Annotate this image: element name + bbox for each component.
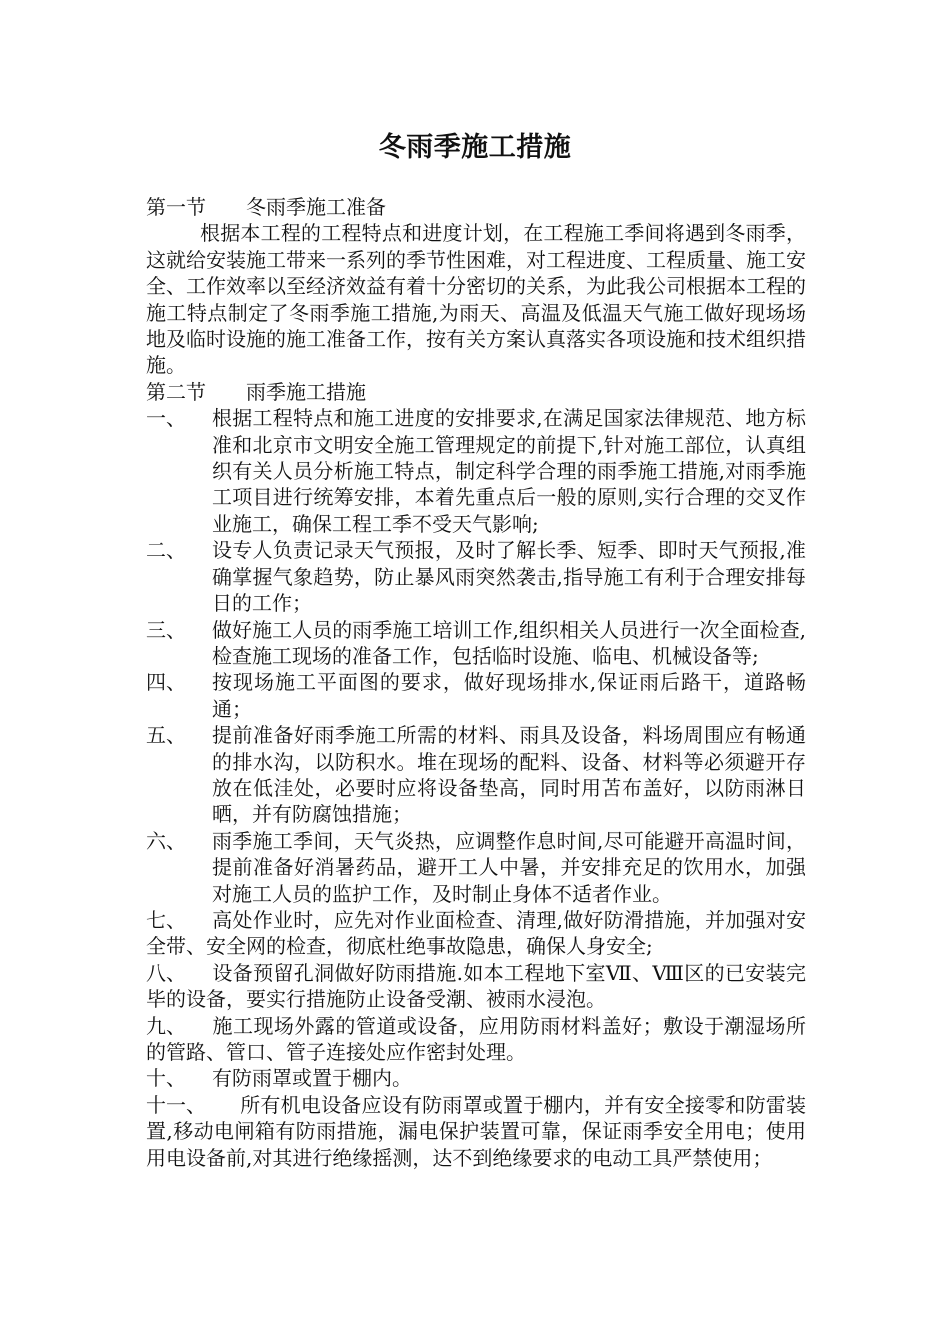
list-item-number: 一、 [146,406,186,431]
list-item-text: 雨季施工季间，天气炎热，应调整作息时间,尽可能避开高温时间，提前准备好消暑药品，避开工人中暑，并安排充足的饮用水，加强对施工人员的监护工作，及时制止身体不适者作业。 [212,828,806,906]
list-item-number: 四、 [146,670,186,695]
list-item-number: 八、 [146,960,186,985]
section-2-title: 雨季施工措施 [246,379,366,404]
list-item-number: 三、 [146,617,186,642]
list-item-text: 施工现场外露的管道或设备，应用防雨材料盖好；敷设于潮湿场所的管路、管口、管子连接处应作密封处理。 [146,1013,806,1064]
section-1-heading [146,194,806,220]
section-1-number: 第一节 [146,195,206,219]
list-item-number: 九、 [146,1013,186,1038]
list-item-text: 高处作业时，应先对作业面检查、清理,做好防滑措施，并加强对安全带、安全网的检查，彻底杜绝事故隐患，确保人身安全; [146,907,806,959]
list-item-number: 五、 [146,723,186,748]
list-item [146,1013,806,1066]
list-item-text: 设专人负责记录天气预报，及时了解长季、短季、即时天气预报,准确掌握气象趋势，防止暴风雨突然袭击,指导施工有利于合理安排每日的工作； [212,538,806,616]
list-item [146,722,806,828]
list-item [146,617,806,670]
section-2-heading [146,379,806,405]
list-item-text: 设备预留孔洞做好防雨措施.如本工程地下室Ⅶ、Ⅷ区的已安装完毕的设备，要实行措施防止设备受潮、被雨水浸泡。 [146,960,806,1012]
list-item [146,1092,806,1171]
list-item-text: 按现场施工平面图的要求，做好现场排水,保证雨后路干，道路畅通； [212,670,806,721]
list-item-number: 六、 [146,828,186,853]
document-title: 冬雨季施工措施 [378,132,572,163]
list-item-number: 十、 [146,1066,186,1091]
section-1-title: 冬雨季施工准备 [246,195,386,219]
list-item [146,669,806,722]
list-item-text: 提前准备好雨季施工所需的材料、雨具及设备，料场周围应有畅通的排水沟，以防积水。堆在现场的配料、设备、材料等必须避开存放在低洼处，必要时应将设备垫高，同时用苫布盖好，以防雨淋日晒，并有防腐蚀措施； [212,723,806,827]
list-item [146,960,806,1013]
list-item-number: 二、 [146,538,186,563]
list-item [146,537,806,616]
list-item [146,1065,806,1091]
section-2-number: 第二节 [146,379,206,404]
list-item-text: 根据工程特点和施工进度的安排要求,在满足国家法律规范、地方标准和北京市文明安全施工管理规定的前提下,针对施工部位，认真组织有关人员分析施工特点，制定科学合理的雨季施工措施,对雨季施工项目进行统筹安排，本着先重点后一般的原则,实行合理的交叉作业施工，确保工程工季不受天气影响; [212,406,806,536]
list-item [146,907,806,960]
list-item-text: 有防雨罩或置于棚内。 [212,1066,412,1091]
document-body [146,194,806,1171]
list-item-text: 做好施工人员的雨季施工培训工作,组织相关人员进行一次全面检查,检查施工现场的准备工作，包括临时设施、临电、机械设备等; [212,617,806,668]
list-item [146,405,806,537]
list-item-text: 所有机电设备应设有防雨罩或置于棚内，并有安全接零和防雷装置,移动电闸箱有防雨措施，漏电保护装置可靠，保证雨季安全用电；使用用电设备前,对其进行绝缘摇测，达不到绝缘要求的电动工具严禁使用； [146,1092,806,1170]
section-1-paragraph: 根据本工程的工程特点和进度计划，在工程施工季间将遇到冬雨季，这就给安装施工带来一系列的季节性困难，对工程进度、工程质量、施工安全、工作效率以至经济效益有着十分密切的关系，为此我公司根据本工程的施工特点制定了冬雨季施工措施,为雨天、高温及低温天气施工做好现场场地及临时设施的施工准备工作，按有关方案认真落实各项设施和技术组织措施。 [146,221,806,378]
list-item [146,828,806,907]
list-item-number: 七、 [146,907,186,932]
list-item-number: 十一、 [146,1092,206,1117]
